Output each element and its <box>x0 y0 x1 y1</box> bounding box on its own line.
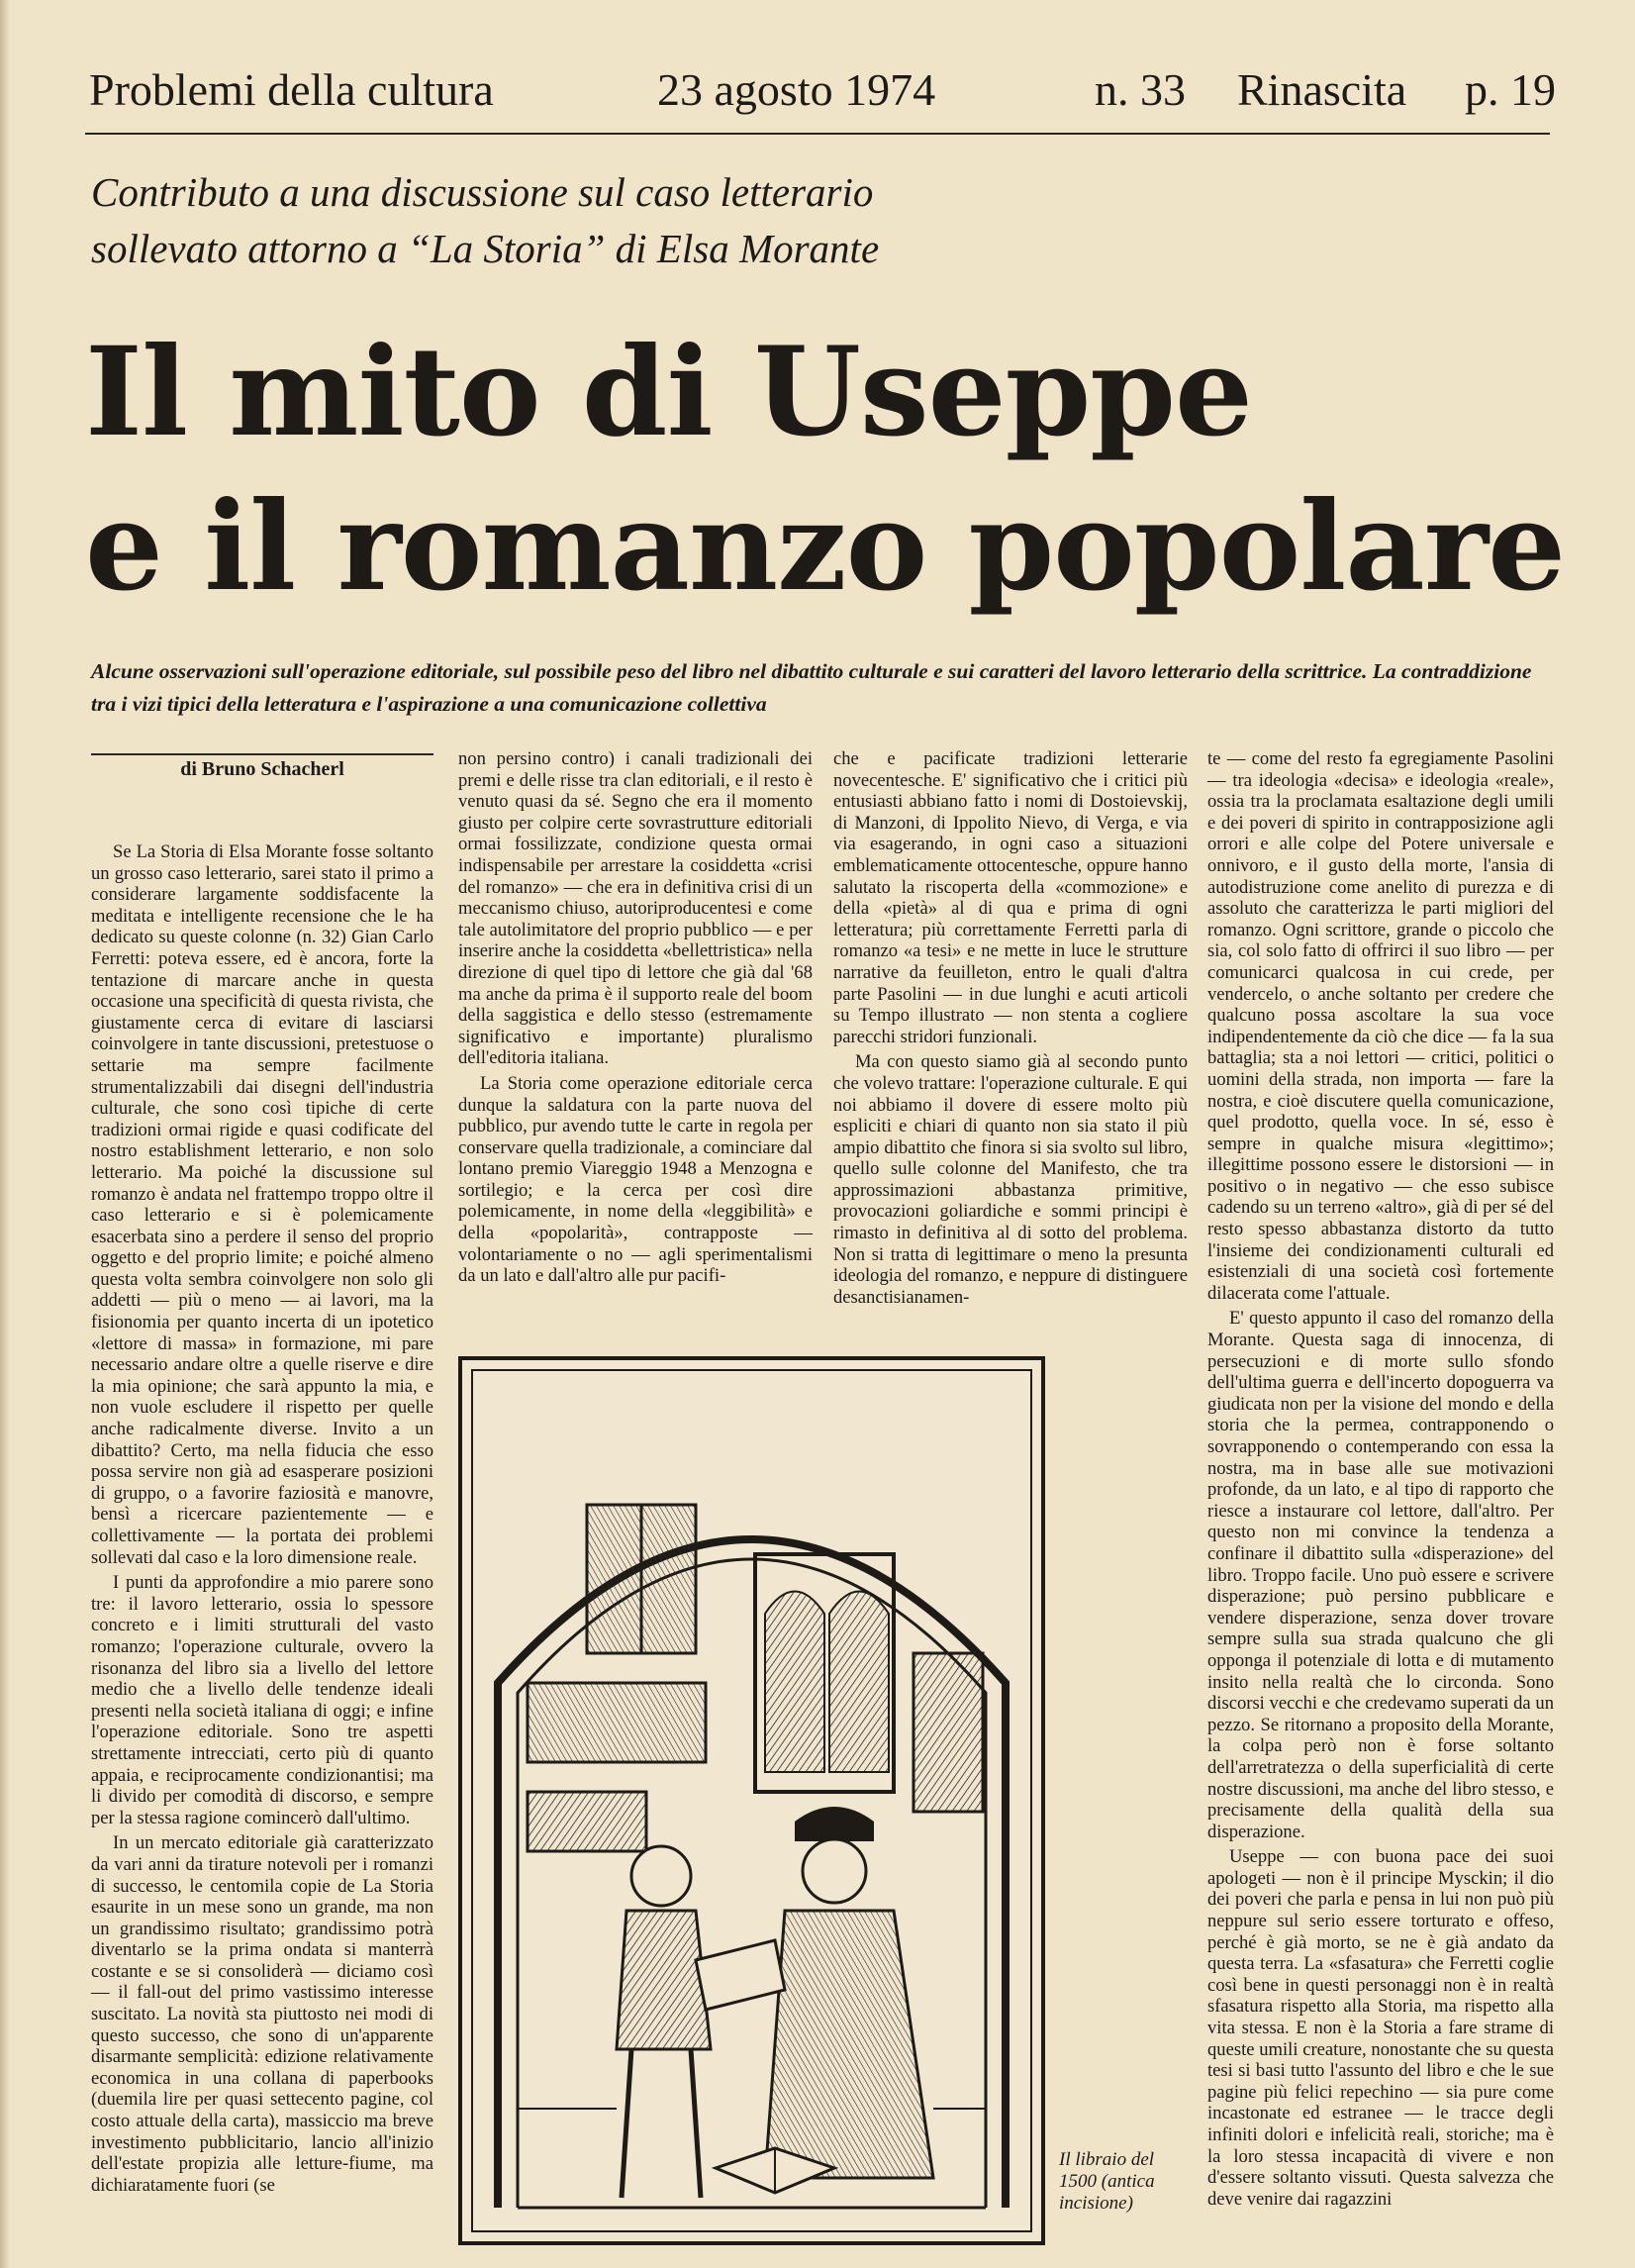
paragraph: che e pacificate tradizioni letterarie novecentesche. E' significativo che i critici più entusiasti abbiano fatto i nomi di Dostoievskij, di Manzoni, di Ippolito Nievo, di Verga, e via via esagerando, in ogni caso a situazioni emblematicamente ottocentesche, oppure hanno salutato la riscoperta della «commozione» e della «pietà» al di qua e prima di ogni letteratura; più correttamente Ferretti parla di romanzo «a tesi» e ne mette in luce le strutture narrative da feuilleton, entro le quali d'altra parte Pasolini — in due lunghi e acuti articoli su Tempo illustrato — non stenta a cogliere parecchi stridori funzionali. <box>833 748 1188 1047</box>
magazine-name: Rinascita <box>1237 64 1407 115</box>
paragraph: E' questo appunto il caso del romanzo della Morante. Questa saga di innocenza, di persecuzioni e di morte sullo sfondo dell'ultima guerra e dell'incerto dopoguerra va giudicata non per la visione del mondo e della storia che la permea, contrapponendo o sovrapponendo o contemperando con essa la nostra, ma in base alle sue motivazioni profonde, da un lato, e al tipo di rapporto che riesce a instaurare col lettore, dall'altro. Per questo non mi convince la tendenza a confinare il dibattito sulla «disperazione» del libro. Troppo facile. Uno può essere e scrivere disperazione; può persino pubblicare e vendere disperazione, senza dover trovare sempre sulla sua strada qualcuno che gli opponga il potenziale di lotta e di mutamento insito nella realtà che lo circonda. Sono discorsi vecchi e che credevamo superati da un pezzo. Se ritornano a proposito della Morante, la colpa però non è forse soltanto dell'arretratezza o della superficialità di certe nostre discussioni, ma anche del libro stesso, e precisamente della qualità della sua disperazione. <box>1207 1308 1554 1842</box>
paragraph: te — come del resto fa egregiamente Pasolini — tra ideologia «decisa» e ideologia «reale», ossia tra la proclamata esaltazione degli umili e dei poveri di spirito in contrapposizione agli orrori e alle colpe del Potere universale e onnivoro, e il gusto della morte, l'ansia di autodistruzione come anelito di purezza e di assoluto che caratterizza le parti migliori del romanzo. Ogni scrittore, grande o piccolo che sia, col solo fatto di offrirci il suo libro — per comunicarci qualcosa in cui crede, per vendercelo, o anche soltanto per credere che qualcuno possa ascoltare la sua voce indipendentemente da ciò che dice — fa la sua battaglia; sta a noi lettori — critici, politici o uomini della strada, non importa — fare la nostra, e cioè discutere quella comunicazione, quel prodotto, quella voce. In sé, esso è sempre in qualche misura «legittimo»; illegittime possono essere le distorsioni — in positivo o in negativo — che esso subisce cadendo su un terreno «altro», già di per sé del resto spesso abbastanza distorto da tutto l'insieme dei condizionamenti culturali ed esistenziali di una società così fortemente dilacerata come l'attuale. <box>1207 748 1554 1304</box>
section-title: Problemi della cultura <box>89 64 494 115</box>
column-1 <box>91 841 433 2200</box>
paragraph: Se La Storia di Elsa Morante fosse soltanto un grosso caso letterario, sarei stato il primo a considerare largamente soddisfacente la meditata e intelligente recensione che le ha dedicato su queste colonne (n. 32) Gian Carlo Ferretti: poteva essere, ed è ancora, forte la tentazione di marcare anche in questa occasione una specificità di questa rivista, che giustamente cerca di evitare di lasciarsi coinvolgere in tante discussioni, pretestuose o settarie ma sempre facilmente strumentalizzabili dai disegni dell'industria culturale, che sono così tipiche di certe tradizioni ormai rigide e quasi codificate del nostro establishment letterario, e non solo letterario. Ma poiché la discussione sul romanzo è andata nel frattempo troppo oltre il caso letterario e si è polemicamente esacerbata sino a perdere il senso del proprio oggetto e del proprio limite; e poiché almeno questa volta sembra coinvolgere non solo gli addetti — più o meno — ai lavori, ma la fisionomia per quanto incerta di un ipotetico «lettore di massa» in formazione, mi pare necessario andare oltre a quelle riserve e dire la mia opinione; che sarà appunto la mia, e non vuole escludere il rispetto per quelle anche radicalmente diverse. Invito a un dibattito? Certo, ma nella fiducia che esso possa servire non già ad esasperare posizioni di gruppo, o a favorire faziosità e manovre, bensì a ricercare pazientemente — e collettivamente — la portata dei problemi sollevati dal caso e la loro dimensione reale. <box>91 841 433 1568</box>
headline-line-2: e il romanzo popolare <box>85 475 1565 619</box>
page-number: p. 19 <box>1465 64 1556 115</box>
paragraph: Ma con questo siamo già al secondo punto che volevo trattare: l'operazione culturale. E qui noi abbiamo il dovere di essere molto più espliciti e chiari di quanto non sia stato il più ampio dibattito che finora si sia svolto sul libro, quello sulle colonne del Manifesto, che tra approssimazioni abbastanza primitive, provocazioni goliardiche e sommi principi è rimasto in definitiva al di sotto del problema. Non si tratta di legittimare o meno la presunta ideologia del romanzo, e neppure di distinguere desanctisianamen- <box>833 1051 1188 1308</box>
kicker-line-1: Contributo a una discussione sul caso letterario <box>91 169 874 215</box>
byline-rule <box>91 753 433 755</box>
column-2 <box>458 748 813 1291</box>
kicker <box>91 164 1378 277</box>
headline-line-1: Il mito di Useppe <box>85 321 1252 464</box>
issue-number: n. 33 <box>1095 64 1186 115</box>
kicker-line-2: sollevato attorno a “La Storia” di Elsa Morante <box>91 226 880 271</box>
paragraph: La Storia come operazione editoriale cerca dunque la saldatura con la parte nuova del pubblico, pur avendo tutte le carte in regola per conservare quella tradizionale, a cominciare dal lontano premio Viareggio 1948 a Menzogna e sortilegio; e la cerca per così dire polemicamente, in nome della «leggibilità» e della «popolarità», contrapposte — volontariamente o no — agli sperimentalismi da un lato e dall'altro alle pur pacifi- <box>458 1072 813 1287</box>
header-rule <box>85 133 1550 135</box>
paragraph: non persino contro) i canali tradizionali dei premi e delle risse tra clan editoriali, e il resto è venuto quasi da sé. Segno che era il momento giusto per colpire certe sovrastrutture editoriali ormai fossilizzate, condizione questa ormai indispensabile per arrestare la cosiddetta «crisi del romanzo» — che era in definitiva crisi di un meccanismo chiuso, autoriproducentesi e come tale autolimitatore del proprio pubblico — e per inserire anche la cosiddetta «bellettristica» nella direzione di quel tipo di lettore che già dal '68 ma anche da prima è il supporto reale del boom della saggistica e dello stesso (estremamente significativo e importante) pluralismo dell'editoria italiana. <box>458 748 813 1069</box>
paragraph: I punti da approfondire a mio parere sono tre: il lavoro letterario, ossia lo spessore concreto e i limiti strutturali del vasto romanzo; l'operazione culturale, ovvero la risonanza del libro sia a livello del lettore medio che a livello delle tendenze ideali presenti nella società italiana di oggi; e infine l'operazione editoriale. Sono tre aspetti strettamente intrecciati, certo più di quanto appaia, e reciprocamente condizionantisi; ma li divido per comodità di discorso, e sempre per la stessa ragione comincerò dall'ultimo. <box>91 1572 433 1828</box>
column-3 <box>833 748 1188 1312</box>
standfirst: Alcune osservazioni sull'operazione editoriale, sul possibile peso del libro nel dibattito culturale e sui caratteri del lavoro letterario della scrittrice. La contraddizione tra i vizi tipici della letteratura e l'aspirazione a una comunicazione collettiva <box>91 659 1532 716</box>
column-4 <box>1207 748 1554 2214</box>
running-header <box>89 63 1554 123</box>
page-fold-shadow <box>0 0 10 2268</box>
paragraph: Useppe — con buona pace dei suoi apologeti — non è il principe Mysckin; il dio dei poveri che parla e pensa in lui non può più neppure sul serio essere torturato e offeso, perché è già morto, se ne è già andato da questa terra. La «sfasatura» che Ferretti coglie così bene in questi personaggi non è in realtà sfasatura rispetto alla Storia, ma rispetto alla vita stessa. E non è la Storia a fare strame di queste umili creature, nonostante che su questa tesi si basi tutto l'assunto del libro e che le sue pagine più felici repechino — sia pure come incastonate ed estranee — le tracce degli infiniti dolori e infelicità reali, storiche; ma è la loro stessa incapacità di vivere e non d'essere soltanto vissuti. Questa salvezza che deve venire dai ragazzini <box>1207 1846 1554 2210</box>
image-caption: Il libraio del 1500 (antica incisione) <box>1059 2149 1155 2214</box>
issue-date: 23 agosto 1974 <box>657 64 936 115</box>
paragraph: In un mercato editoriale già caratterizzato da vari anni da tirature notevoli per i romanzi di successo, le centomila copie de La Storia esaurite in un mese sono un grande, ma non un grandissimo risultato; grandissimo potrà diventarlo se la prima ondata si manterrà costante e se si consoliderà — diciamo così — il fall-out del primo vastissimo interesse suscitato. La novità sta piuttosto nei modi di questo successo, che sono di un'apparente disarmante semplicità: edizione relativamente economica in una collana di paperbooks (duemila lire per quasi settecento pagine, col costo attuale della carta), massiccio ma breve investimento pubblicitario, lancio all'inizio dell'estate propizia alle letture-fiume, ma dichiaratamente fuori (se <box>91 1832 433 2196</box>
woodcut-illustration <box>458 1356 1045 2245</box>
byline: di Bruno Schacherl <box>180 758 344 780</box>
